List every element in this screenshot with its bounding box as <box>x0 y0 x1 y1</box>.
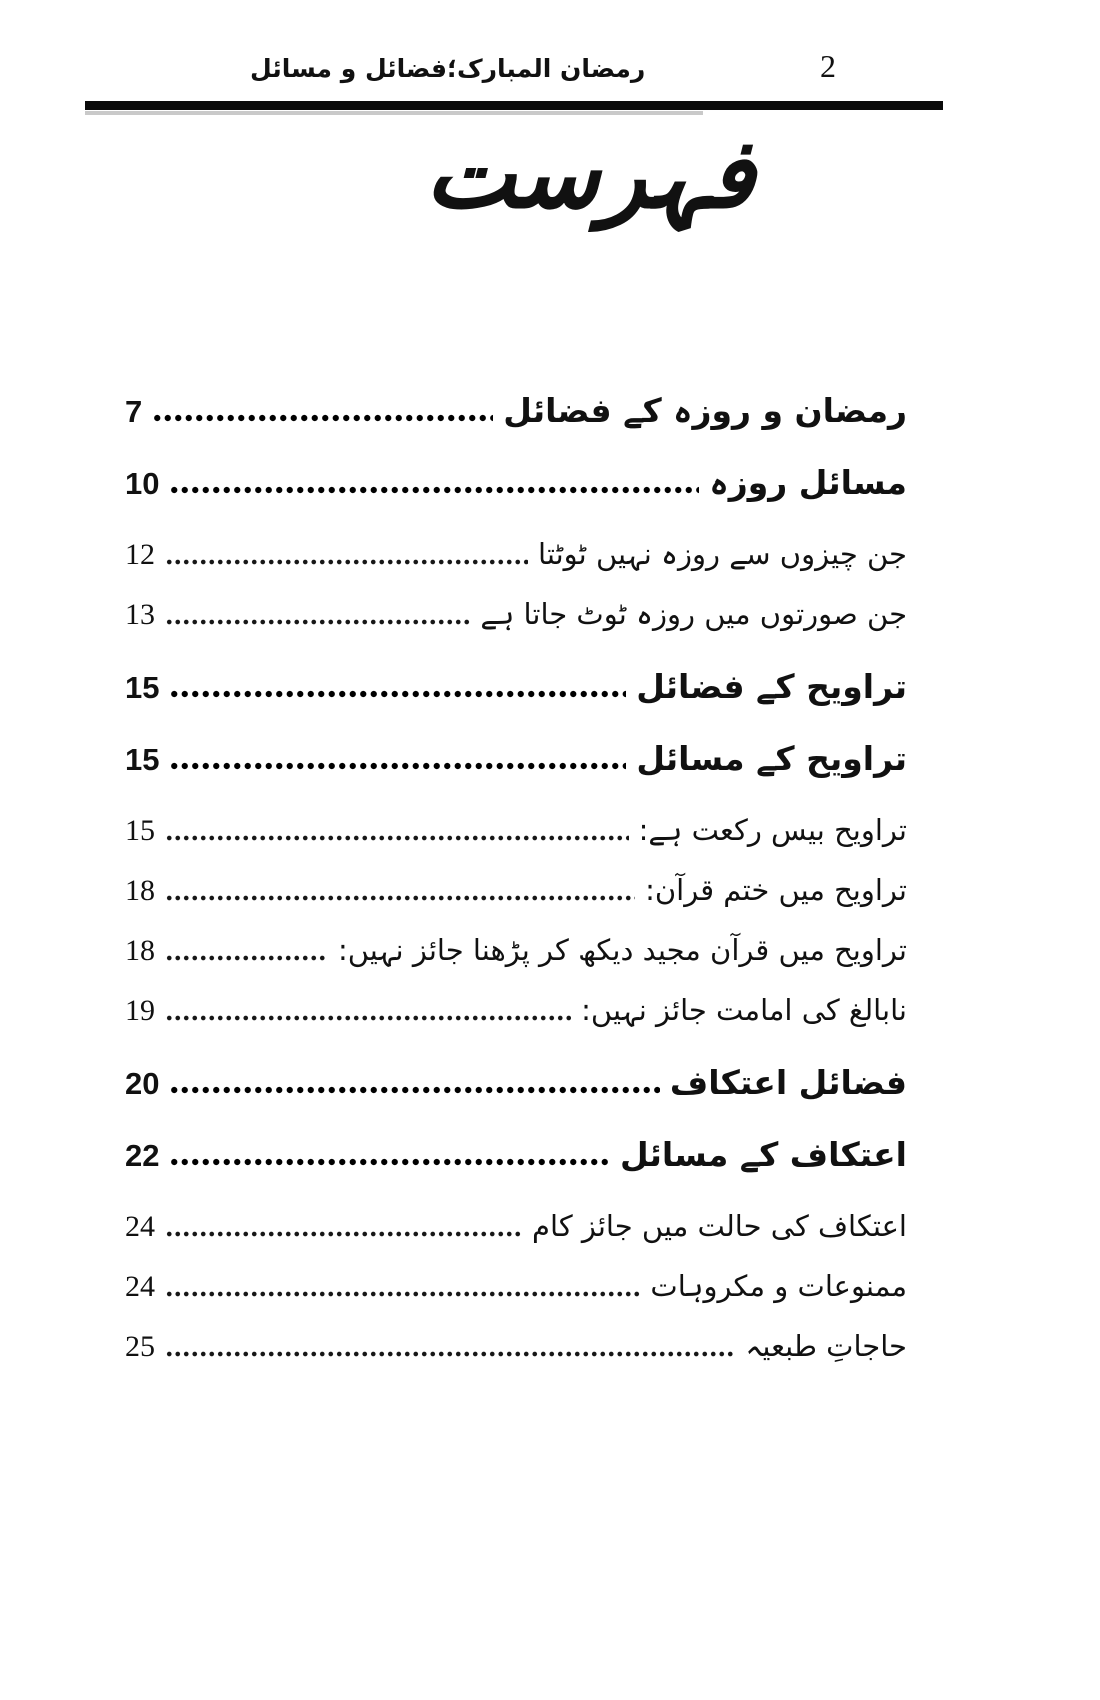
table-of-contents <box>125 363 907 1383</box>
toc-entry-label: تراویح بیس رکعت ہے: <box>638 813 907 848</box>
dot-leader <box>165 1348 735 1360</box>
toc-entry-page: 22 <box>125 1137 160 1173</box>
divider-shadow <box>85 111 703 115</box>
toc-entry-label: تراویح کے مسائل <box>636 738 907 778</box>
toc-entry-page: 25 <box>125 1330 155 1363</box>
dot-leader <box>165 1288 640 1300</box>
dot-leader <box>165 892 635 904</box>
toc-entry-page: 15 <box>125 741 160 777</box>
toc-entry-page: 13 <box>125 598 155 631</box>
toc-entry <box>125 1263 907 1311</box>
toc-entry <box>125 867 907 915</box>
toc-entry-page: 10 <box>125 465 160 501</box>
toc-entry-page: 24 <box>125 1210 155 1243</box>
toc-entry <box>125 663 907 711</box>
toc-entry-label: تراویح کے فضائل <box>636 666 907 706</box>
toc-entry <box>125 1131 907 1179</box>
toc-entry <box>125 531 907 579</box>
toc-entry-label: اعتکاف کی حالت میں جائز کام <box>532 1209 907 1244</box>
dot-leader <box>165 556 528 568</box>
toc-entry <box>125 735 907 783</box>
dot-leader <box>165 832 629 844</box>
page-number: 2 <box>820 48 836 84</box>
toc-entry <box>125 1059 907 1107</box>
toc-page-title: فہرست <box>425 118 755 230</box>
toc-entry <box>125 807 907 855</box>
toc-entry-page: 19 <box>125 994 155 1027</box>
toc-entry-page: 18 <box>125 934 155 967</box>
toc-entry-page: 18 <box>125 874 155 907</box>
toc-entry-page: 7 <box>125 393 143 429</box>
dot-leader <box>169 484 699 496</box>
dot-leader <box>169 760 626 772</box>
dot-leader <box>165 952 328 964</box>
toc-entry-label: حاجاتِ طبعیہ <box>745 1329 907 1364</box>
toc-entry <box>125 987 907 1035</box>
header-divider-rule <box>85 101 943 115</box>
toc-entry-page: 15 <box>125 814 155 847</box>
toc-entry <box>125 459 907 507</box>
toc-entry <box>125 1323 907 1371</box>
toc-entry-label: نابالغ کی امامت جائز نہیں: <box>581 993 907 1028</box>
toc-entry-page: 24 <box>125 1270 155 1303</box>
running-header-book-title: رمضان المبارک؛فضائل و مسائل <box>250 54 646 83</box>
toc-entry-label: تراویح میں قرآن مجید دیکھ کر پڑھنا جائز نہیں: <box>337 933 907 968</box>
toc-entry-label: جن صورتوں میں روزہ ٹوٹ جاتا ہے <box>480 597 907 632</box>
dot-leader <box>165 1228 522 1240</box>
toc-entry-page: 12 <box>125 538 155 571</box>
divider-bar <box>85 101 943 110</box>
dot-leader <box>152 412 493 424</box>
toc-entry-label: فضائل اعتکاف <box>669 1062 907 1102</box>
dot-leader <box>165 1012 571 1024</box>
toc-entry-page: 20 <box>125 1065 160 1101</box>
toc-entry-label: مسائل روزہ <box>709 462 907 502</box>
toc-entry-label: اعتکاف کے مسائل <box>620 1134 907 1174</box>
dot-leader <box>169 688 626 700</box>
dot-leader <box>169 1156 610 1168</box>
dot-leader <box>165 616 470 628</box>
toc-entry-label: ممنوعات و مکروہات <box>650 1269 907 1304</box>
toc-entry <box>125 927 907 975</box>
toc-entry-page: 15 <box>125 669 160 705</box>
toc-entry-label: جن چیزوں سے روزہ نہیں ٹوٹتا <box>538 537 907 572</box>
toc-entry <box>125 1203 907 1251</box>
toc-entry <box>125 387 907 435</box>
toc-entry-label: تراویح میں ختم قرآن: <box>645 873 907 908</box>
toc-entry <box>125 591 907 639</box>
dot-leader <box>169 1084 659 1096</box>
toc-entry-label: رمضان و روزہ کے فضائل <box>503 390 907 430</box>
